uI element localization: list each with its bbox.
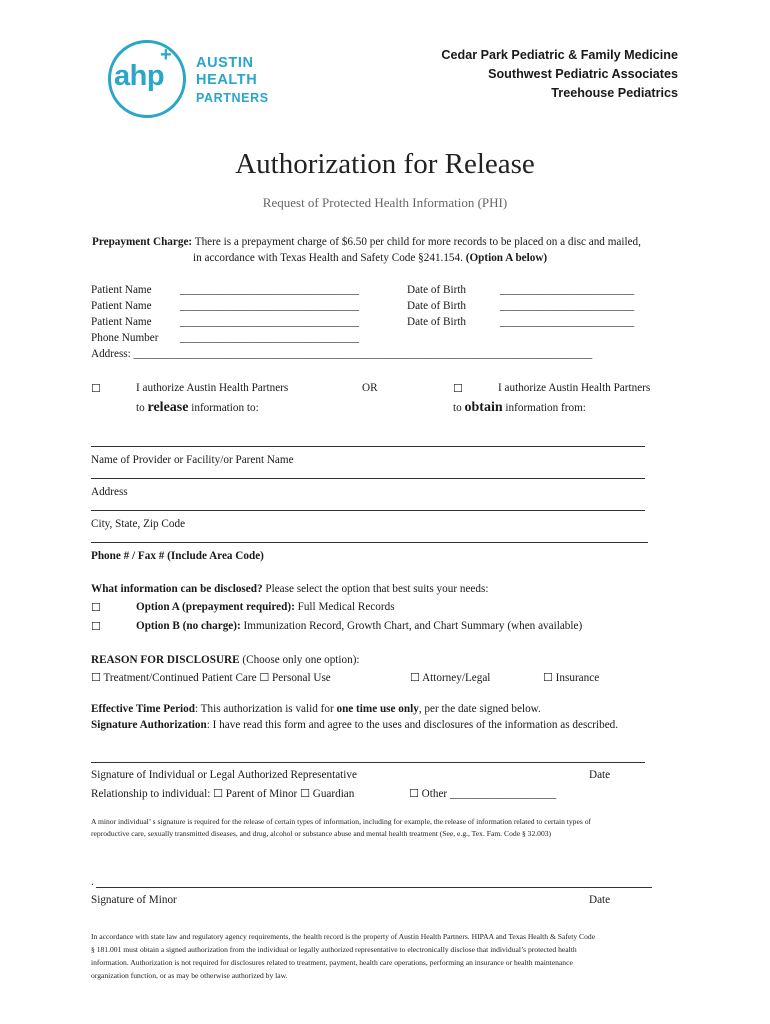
patient-name-label-2: Patient Name (91, 300, 152, 312)
provider-field[interactable] (91, 446, 645, 447)
option-a-label: Option A (prepayment required): (136, 601, 295, 613)
logo-line1: AUSTIN (196, 55, 254, 71)
page-subtitle: Request of Protected Health Information (PHI) (262, 195, 508, 210)
prepayment-text1: There is a prepayment charge of $6.50 per child for more records to be placed on a disc and mailed, (192, 236, 641, 248)
sigauth-row (91, 719, 618, 731)
option-a-checkbox[interactable]: ☐ (91, 601, 101, 614)
sigauth-label: Signature Authorization (91, 719, 207, 731)
obtain-to: to (453, 402, 465, 414)
parent-label: Parent of Minor (225, 788, 298, 800)
period-label: Effective Time Period (91, 703, 195, 715)
dob-field-1[interactable]: ________________________ (500, 284, 635, 296)
prepayment-line1 (92, 236, 641, 248)
option-a-text: Full Medical Records (294, 601, 395, 613)
disclosed-question: What information can be disclosed? (91, 583, 263, 595)
clinic-1: Cedar Park Pediatric & Family Medicine (441, 48, 678, 62)
logo-line2: HEALTH (196, 72, 258, 88)
logo-mark: ahp (114, 60, 165, 92)
prepayment-option: (Option A below) (465, 252, 548, 264)
release-line2 (136, 400, 259, 416)
footer-line1: In accordance with state law and regulatory agency requirements, the health record is the property of Austin Health Partners. HIPAA and Texas Health & Safety Code (91, 932, 596, 941)
dob-label-2: Date of Birth (407, 300, 467, 312)
patient-name-label-1: Patient Name (91, 284, 152, 296)
city-label: City, State, Zip Code (91, 518, 186, 530)
obtain-line2 (453, 400, 586, 416)
patient-name-field-3[interactable]: ________________________________ (180, 316, 359, 328)
provider-label: Name of Provider or Facility/or Parent Name (91, 454, 294, 466)
guardian-checkbox[interactable]: ☐ (300, 787, 310, 800)
phone-fax-label: Phone # / Fax # (Include Area Code) (91, 550, 264, 562)
release-line1: I authorize Austin Health Partners (136, 382, 289, 394)
phone-field[interactable]: ________________________________ (180, 332, 359, 344)
option-b-label: Option B (no charge): (136, 620, 241, 632)
minor-date-label: Date (589, 894, 611, 906)
obtain-line1: I authorize Austin Health Partners (498, 382, 651, 394)
minor-note-line2: reproductive care, sexually transmitted diseases, and drug, alcohol or substance abuse and mental health treatment (See, e.g., Tex. Fam. Code § 32.003) (91, 829, 552, 838)
logo-line3: PARTNERS (196, 91, 269, 105)
provider-address-label: Address (91, 486, 128, 498)
period-text1: : This authorization is valid for (194, 703, 337, 715)
address-field[interactable]: __________________________________________________________________________________ (133, 348, 593, 360)
or-label: OR (362, 382, 378, 394)
footer-line2: § 181.001 must obtain a signed authorization from the individual or legally authorized representative to electronically disclose that individual’s protected health (91, 945, 577, 954)
obtain-word: obtain (464, 400, 503, 415)
clinic-3: Treehouse Pediatrics (551, 86, 678, 100)
release-checkbox[interactable]: ☐ (91, 382, 101, 395)
other-label[interactable]: Other ___________________ (421, 788, 557, 800)
address-row (91, 348, 592, 360)
parent-checkbox[interactable]: ☐ (213, 787, 223, 800)
period-bold: one time use only (336, 703, 419, 715)
dob-field-3[interactable]: ________________________ (500, 316, 635, 328)
disclosed-question-row (91, 583, 488, 595)
option-b-text: Immunization Record, Growth Chart, and Chart Summary (when available) (240, 620, 583, 632)
obtain-rest: information from: (502, 402, 586, 414)
provider-address-field[interactable] (91, 478, 645, 479)
page-title: Authorization for Release (235, 148, 535, 180)
option-b-checkbox[interactable]: ☐ (91, 620, 101, 633)
city-field[interactable] (91, 510, 645, 511)
disclosed-prompt: Please select the option that best suits your needs: (262, 583, 489, 595)
patient-name-field-1[interactable]: ________________________________ (180, 284, 359, 296)
reason-prompt: (Choose only one option): (239, 654, 360, 666)
signature-label: Signature of Individual or Legal Authorized Representative (91, 769, 357, 781)
reason-personal-checkbox[interactable]: ☐ (259, 671, 270, 684)
relationship-row (91, 787, 354, 800)
prepayment-label: Prepayment Charge: (92, 236, 193, 248)
reason-attorney-label: Attorney/Legal (422, 672, 491, 684)
signature-field[interactable] (91, 762, 645, 763)
prepayment-line2 (193, 252, 547, 264)
dob-field-2[interactable]: ________________________ (500, 300, 635, 312)
other-row (409, 787, 556, 800)
patient-name-field-2[interactable]: ________________________________ (180, 300, 359, 312)
minor-signature-field[interactable] (96, 887, 652, 888)
reason-treatment-checkbox[interactable]: ☐ (91, 671, 101, 684)
reason-insurance-label: Insurance (555, 672, 600, 684)
clinic-2: Southwest Pediatric Associates (488, 67, 678, 81)
sigauth-text: : I have read this form and agree to the uses and disclosures of the information as described. (206, 719, 619, 731)
release-word: release (147, 400, 189, 415)
dob-label-3: Date of Birth (407, 316, 467, 328)
footer-line3: information. Authorization is not required for disclosures related to treatment, payment, health care operations, performing an insurance or health maintenance (91, 958, 573, 967)
address-label: Address: (91, 348, 134, 360)
release-to: to (136, 402, 148, 414)
relationship-label: Relationship to individual: (91, 788, 211, 800)
reason-attorney-checkbox[interactable]: ☐ (410, 671, 420, 684)
option-a-row (136, 601, 395, 613)
footer-line4: organization function, or as may be otherwise authorized by law. (91, 971, 288, 980)
reason-treatment-label: Treatment/Continued Patient Care (103, 672, 257, 684)
reason-insurance-checkbox[interactable]: ☐ (543, 671, 553, 684)
option-b-row (136, 620, 582, 632)
logo-plus: + (160, 44, 172, 66)
other-checkbox[interactable]: ☐ (409, 787, 419, 800)
phone-label: Phone Number (91, 332, 159, 344)
period-text2: , per the date signed below. (418, 703, 541, 715)
minor-signature-label: Signature of Minor (91, 894, 177, 906)
prepayment-text2: in accordance with Texas Health and Safety Code §241.154. (193, 252, 466, 264)
reason-options-row-1 (91, 671, 331, 684)
obtain-checkbox[interactable]: ☐ (453, 382, 463, 395)
reason-personal-label: Personal Use (272, 672, 331, 684)
release-rest: information to: (188, 402, 259, 414)
phone-fax-field[interactable] (91, 542, 648, 543)
minor-dot: . (91, 876, 94, 888)
dob-label-1: Date of Birth (407, 284, 467, 296)
guardian-label: Guardian (312, 788, 355, 800)
patient-name-label-3: Patient Name (91, 316, 152, 328)
reason-insurance-row (543, 671, 599, 684)
signature-date-label: Date (589, 769, 611, 781)
reason-label: REASON FOR DISCLOSURE (91, 654, 240, 666)
reason-row (91, 654, 360, 666)
period-row (91, 703, 541, 715)
minor-note-line1: A minor individual’ s signature is required for the release of certain types of information, including for example, the release of information related to certain types of (91, 817, 592, 826)
reason-attorney-row (410, 671, 490, 684)
